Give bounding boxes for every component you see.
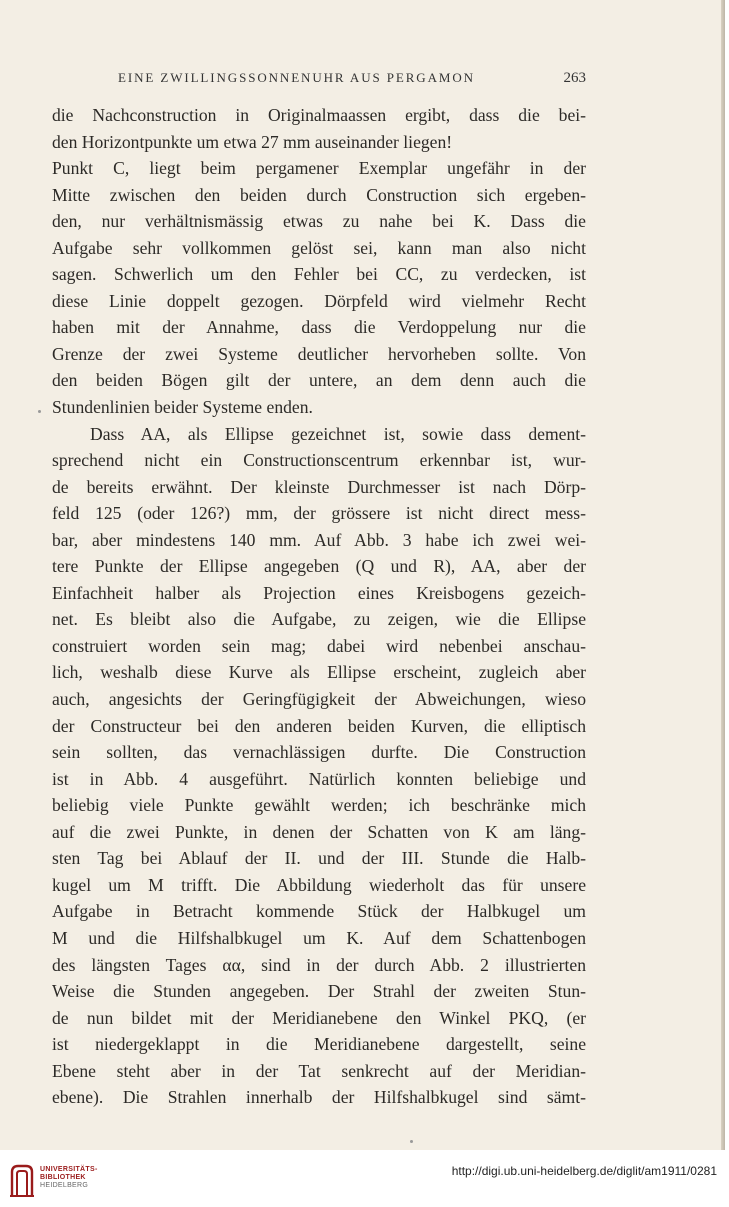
text-line: de bereits erwähnt. Der kleinste Durchmesser ist nach Dörp- — [52, 476, 586, 497]
text-line: Einfachheit halber als Projection eines Kreisbogens gezeich- — [52, 582, 586, 603]
text-line: ebene). Die Strahlen innerhalb der Hilfshalbkugel sind sämt- — [52, 1087, 586, 1108]
text-line: Weise die Stunden angegeben. Der Strahl der zweiten Stun- — [52, 981, 586, 1002]
text-line: diese Linie doppelt gezogen. Dörpfeld wird vielmehr Recht — [52, 290, 586, 311]
text-line: des längsten Tages αα, sind in der durch Abb. 2 illustrierten — [52, 954, 586, 975]
text-line: Grenze der zwei Systeme deutlicher hervorheben sollte. Von — [52, 343, 586, 364]
logo-line: HEIDELBERG — [40, 1182, 89, 1189]
text-line: tere Punkte der Ellipse angegeben (Q und R), AA, aber der — [52, 556, 586, 577]
text-line: ist in Abb. 4 ausgeführt. Natürlich konnten beliebige und — [52, 768, 586, 789]
running-title: EINE ZWILLINGSSONNENUHR AUS PERGAMON — [118, 70, 475, 85]
text-line: Aufgabe in Betracht kommende Stück der Halbkugel um — [52, 901, 586, 922]
text-line: de nun bildet mit der Meridianebene den Winkel PKQ, (er — [52, 1007, 586, 1028]
text-line: bar, aber mindestens 140 mm. Auf Abb. 3 habe ich zwei wei- — [52, 529, 586, 550]
text-line: der Constructeur bei den anderen beiden Kurven, die elliptisch — [52, 715, 586, 736]
page-edge — [721, 0, 725, 1150]
text-line: den beiden Bögen gilt der untere, an dem denn auch die — [52, 370, 586, 391]
logo-line: UNIVERSITÄTS- — [40, 1166, 98, 1173]
text-line: Aufgabe sehr vollkommen gelöst sei, kann man also nicht — [52, 237, 586, 258]
page-number: 263 — [563, 70, 586, 86]
text-line: Stundenlinien beider Systeme enden. — [52, 397, 313, 418]
text-line: feld 125 (oder 126?) mm, der grössere ist nicht direct mess- — [52, 503, 586, 524]
text-line: beliebig viele Punkte gewählt werden; ich beschränke mich — [52, 795, 586, 816]
text-line: ist niedergeklappt in die Meridianebene dargestellt, seine — [52, 1034, 586, 1055]
scan-speck — [410, 1140, 413, 1143]
text-line: sagen. Schwerlich um den Fehler bei CC, zu verdecken, ist — [52, 264, 586, 285]
text-line: net. Es bleibt also die Aufgabe, zu zeigen, wie die Ellipse — [52, 609, 586, 630]
logo-line: BIBLIOTHEK — [40, 1174, 86, 1181]
text-line: sten Tag bei Ablauf der II. und der III. Stunde die Halb- — [52, 848, 586, 869]
source-url-link[interactable]: http://digi.ub.uni-heidelberg.de/diglit/am1911/0281 — [451, 1164, 717, 1178]
text-line: auf die zwei Punkte, in denen der Schatten von K am läng- — [52, 821, 586, 842]
text-line: den Horizontpunkte um etwa 27 mm auseinander liegen! — [52, 131, 453, 152]
text-line: sein sollten, das vernachlässigen durfte. Die Construction — [52, 742, 586, 763]
text-line: construiert worden sein mag; dabei wird nebenbei anschau- — [52, 635, 586, 656]
paragraph-start-line: Dass AA, als Ellipse gezeichnet ist, sowie dass dement- — [90, 423, 586, 444]
text-line: kugel um M trifft. Die Abbildung wiederholt das für unsere — [52, 874, 586, 895]
library-logo-icon — [8, 1162, 36, 1198]
body-text — [52, 102, 586, 1111]
library-logo-text — [40, 1166, 98, 1190]
text-line: lich, weshalb diese Kurve als Ellipse erscheint, zugleich aber — [52, 662, 586, 683]
text-line: auch, angesichts der Geringfügigkeit der Abweichungen, wieso — [52, 689, 586, 710]
footer-bar — [0, 1150, 729, 1207]
text-line: den, nur verhältnismässig etwas zu nahe bei K. Dass die — [52, 211, 586, 232]
text-line: sprechend nicht ein Constructionscentrum erkennbar ist, wur- — [52, 450, 586, 471]
text-line: M und die Hilfshalbkugel um K. Auf dem Schattenbogen — [52, 927, 586, 948]
text-line: Mitte zwischen den beiden durch Construction sich ergeben- — [52, 184, 586, 205]
text-line: Punkt C, liegt beim pergamener Exemplar ungefähr in der — [52, 158, 586, 179]
text-line: die Nachconstruction in Originalmaassen ergibt, dass die bei- — [52, 105, 586, 125]
scan-speck — [38, 410, 41, 413]
text-line: Ebene steht aber in der Tat senkrecht auf der Meridian- — [52, 1060, 586, 1081]
text-line: haben mit der Annahme, dass die Verdoppelung nur die — [52, 317, 586, 338]
